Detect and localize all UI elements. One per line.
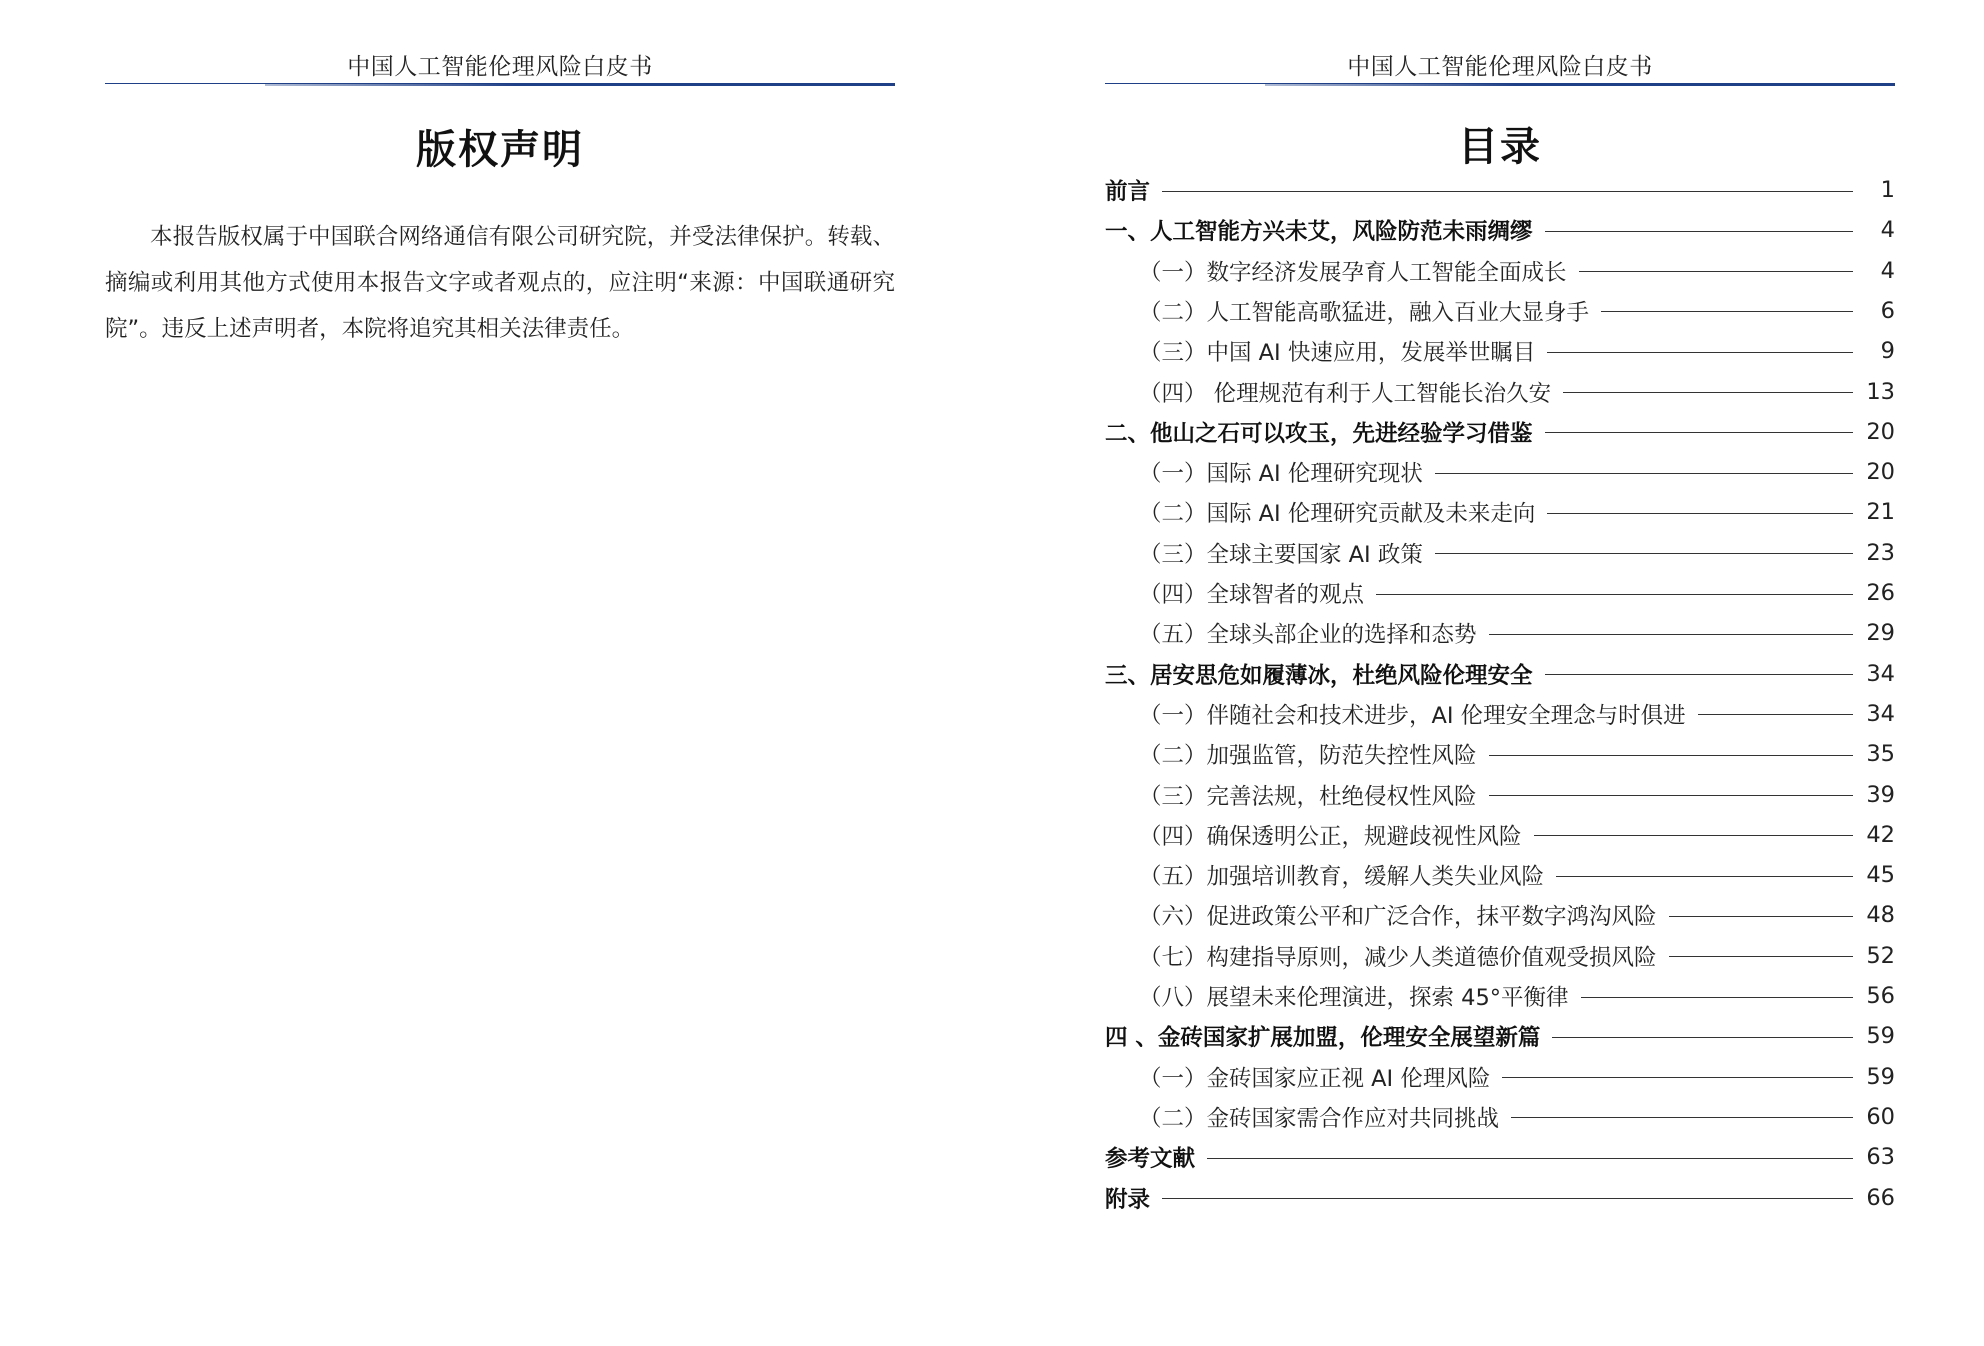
running-header: 中国人工智能伦理风险白皮书 bbox=[347, 54, 653, 80]
header-rule bbox=[105, 82, 895, 86]
toc-leader-line bbox=[1435, 473, 1853, 474]
toc-entry[interactable] bbox=[1105, 1016, 1895, 1056]
toc-entry-page-number: 60 bbox=[1866, 1103, 1895, 1130]
toc-leader-line bbox=[1489, 634, 1853, 635]
toc-entry-label: 四 、金砖国家扩展加盟，伦理安全展望新篇 bbox=[1105, 1025, 1541, 1052]
toc-entry[interactable] bbox=[1105, 170, 1895, 210]
toc-entry-page-number: 34 bbox=[1866, 660, 1895, 687]
copyright-title: 版权声明 bbox=[416, 127, 584, 173]
toc-entry-label: （一）国际 AI 伦理研究现状 bbox=[1139, 461, 1423, 488]
toc-entry[interactable] bbox=[1105, 936, 1895, 976]
toc-entry-label: （四） 伦理规范有利于人工智能长治久安 bbox=[1139, 380, 1552, 407]
toc-leader-line bbox=[1545, 231, 1853, 232]
toc-entry-page-number: 39 bbox=[1866, 781, 1895, 808]
toc-leader-line bbox=[1511, 1117, 1853, 1118]
toc-entry-page-number: 52 bbox=[1866, 942, 1895, 969]
toc-entry[interactable] bbox=[1105, 815, 1895, 855]
toc-entry-label: （三）中国 AI 快速应用，发展举世瞩目 bbox=[1139, 340, 1536, 367]
toc-entry[interactable] bbox=[1105, 895, 1895, 935]
toc-entry[interactable] bbox=[1105, 855, 1895, 895]
toc-entry-page-number: 42 bbox=[1866, 821, 1895, 848]
toc-entry[interactable] bbox=[1105, 775, 1895, 815]
toc-entry[interactable] bbox=[1105, 694, 1895, 734]
toc-entry[interactable] bbox=[1105, 976, 1895, 1016]
toc-entry-page-number: 56 bbox=[1866, 983, 1895, 1009]
toc-entry[interactable] bbox=[1105, 331, 1895, 371]
toc-page bbox=[1105, 0, 1895, 1346]
toc-entry-label: （二）人工智能高歌猛进，融入百业大显身手 bbox=[1139, 299, 1590, 326]
toc-leader-line bbox=[1581, 997, 1853, 998]
toc-leader-line bbox=[1563, 392, 1853, 393]
toc-entry-page-number: 35 bbox=[1866, 741, 1895, 768]
toc-leader-line bbox=[1545, 432, 1853, 433]
toc-entry[interactable] bbox=[1105, 613, 1895, 653]
toc-entry-page-number: 1 bbox=[1880, 177, 1895, 203]
toc-entry-page-number: 66 bbox=[1866, 1184, 1895, 1211]
toc-entry-label: （二）国际 AI 伦理研究贡献及未来走向 bbox=[1139, 501, 1536, 528]
toc-entry-page-number: 45 bbox=[1866, 862, 1895, 889]
toc-entry-page-number: 20 bbox=[1866, 418, 1895, 445]
toc-entry[interactable] bbox=[1105, 372, 1895, 412]
toc-entry-label: （五）加强培训教育，缓解人类失业风险 bbox=[1139, 864, 1545, 891]
toc-entry-page-number: 9 bbox=[1880, 338, 1895, 365]
toc-entry-page-number: 59 bbox=[1866, 1063, 1895, 1090]
toc-entry-page-number: 23 bbox=[1866, 539, 1895, 566]
toc-entry-page-number: 48 bbox=[1866, 902, 1895, 929]
toc-entry-page-number: 4 bbox=[1880, 257, 1895, 284]
toc-leader-line bbox=[1601, 311, 1853, 312]
toc-entry-page-number: 20 bbox=[1866, 459, 1895, 486]
toc-entry-label: 附录 bbox=[1105, 1186, 1151, 1213]
toc-entry-label: （二）金砖国家需合作应对共同挑战 bbox=[1139, 1105, 1500, 1132]
toc-entry-label: （一）金砖国家应正视 AI 伦理风险 bbox=[1139, 1065, 1491, 1092]
toc-leader-line bbox=[1698, 714, 1853, 715]
toc-leader-line bbox=[1547, 513, 1853, 514]
toc-leader-line bbox=[1547, 352, 1853, 353]
toc-leader-line bbox=[1556, 876, 1853, 877]
toc-entry[interactable] bbox=[1105, 573, 1895, 613]
toc-entry-label: （一）数字经济发展孕育人工智能全面成长 bbox=[1139, 259, 1567, 286]
toc-entry-label: （五）全球头部企业的选择和态势 bbox=[1139, 622, 1477, 649]
toc-entry[interactable] bbox=[1105, 533, 1895, 573]
toc-entry-page-number: 13 bbox=[1866, 378, 1895, 405]
header-rule bbox=[1105, 82, 1895, 86]
toc-entry[interactable] bbox=[1105, 492, 1895, 532]
toc-entry[interactable] bbox=[1105, 291, 1895, 331]
toc-entry-page-number: 21 bbox=[1866, 499, 1895, 526]
toc-entry-label: （八）展望未来伦理演进，探索 45°平衡律 bbox=[1139, 985, 1569, 1011]
toc-entry-label: 三、居安思危如履薄冰，杜绝风险伦理安全 bbox=[1105, 662, 1533, 689]
toc-entry-label: 二、他山之石可以攻玉，先进经验学习借鉴 bbox=[1105, 420, 1533, 447]
toc-entry[interactable] bbox=[1105, 452, 1895, 492]
toc-leader-line bbox=[1579, 271, 1853, 272]
copyright-paragraph: 本报告版权属于中国联合网络通信有限公司研究院，并受法律保护。转载、摘编或利用其他方式使用本报告文字或者观点的，应注明“来源：中国联通研究院”。违反上述声明者，本院将追究其相关法律责任。 bbox=[105, 224, 895, 342]
toc-leader-line bbox=[1669, 916, 1853, 917]
toc-entry-label: （四）全球智者的观点 bbox=[1139, 582, 1365, 608]
toc-entry[interactable] bbox=[1105, 210, 1895, 250]
toc-entry-label: （三）完善法规，杜绝侵权性风险 bbox=[1139, 783, 1477, 810]
toc-leader-line bbox=[1162, 1198, 1853, 1199]
toc-leader-line bbox=[1534, 835, 1853, 836]
toc-entry[interactable] bbox=[1105, 734, 1895, 774]
toc-entry-page-number: 6 bbox=[1880, 297, 1895, 324]
toc-leader-line bbox=[1552, 1037, 1853, 1038]
toc-leader-line bbox=[1489, 795, 1853, 796]
toc-leader-line bbox=[1435, 553, 1853, 554]
toc-entry-page-number: 63 bbox=[1866, 1144, 1895, 1171]
toc-entry-page-number: 29 bbox=[1866, 620, 1895, 647]
copyright-statement bbox=[105, 214, 895, 352]
toc-entry-label: （二）加强监管，防范失控性风险 bbox=[1139, 743, 1477, 770]
toc-leader-line bbox=[1489, 755, 1853, 756]
toc-entry[interactable] bbox=[1105, 1137, 1895, 1177]
toc-leader-line bbox=[1162, 191, 1853, 192]
running-header: 中国人工智能伦理风险白皮书 bbox=[1347, 54, 1653, 80]
toc-entry[interactable] bbox=[1105, 1057, 1895, 1097]
toc-entry-label: （一）伴随社会和技术进步，AI 伦理安全理念与时俱进 bbox=[1139, 702, 1686, 729]
toc-entry[interactable] bbox=[1105, 1178, 1895, 1218]
toc-entry-page-number: 4 bbox=[1880, 217, 1895, 244]
toc-entry-label: （六）促进政策公平和广泛合作，抹平数字鸿沟风险 bbox=[1139, 904, 1657, 931]
copyright-page bbox=[105, 0, 895, 1346]
toc-entry-label: （三）全球主要国家 AI 政策 bbox=[1139, 541, 1423, 568]
toc-leader-line bbox=[1502, 1077, 1853, 1078]
toc-entry-page-number: 26 bbox=[1866, 580, 1895, 606]
toc-entry-page-number: 59 bbox=[1866, 1023, 1895, 1050]
toc-entry-page-number: 34 bbox=[1866, 700, 1895, 727]
toc-leader-line bbox=[1669, 956, 1853, 957]
toc-entry[interactable] bbox=[1105, 251, 1895, 291]
toc-entry-label: （四）确保透明公正，规避歧视性风险 bbox=[1139, 823, 1522, 850]
toc-leader-line bbox=[1376, 594, 1853, 595]
toc-entry-label: 一、人工智能方兴未艾，风险防范未雨绸缪 bbox=[1105, 219, 1533, 246]
toc-entry[interactable] bbox=[1105, 1097, 1895, 1137]
toc-entry-label: 前言 bbox=[1105, 179, 1151, 205]
toc-entry-label: （七）构建指导原则，减少人类道德价值观受损风险 bbox=[1139, 944, 1657, 971]
toc-entry-label: 参考文献 bbox=[1105, 1146, 1196, 1173]
toc-entry[interactable] bbox=[1105, 412, 1895, 452]
toc-entry[interactable] bbox=[1105, 654, 1895, 694]
toc-title: 目录 bbox=[1458, 124, 1542, 170]
toc-leader-line bbox=[1207, 1158, 1853, 1159]
toc-leader-line bbox=[1545, 674, 1853, 675]
